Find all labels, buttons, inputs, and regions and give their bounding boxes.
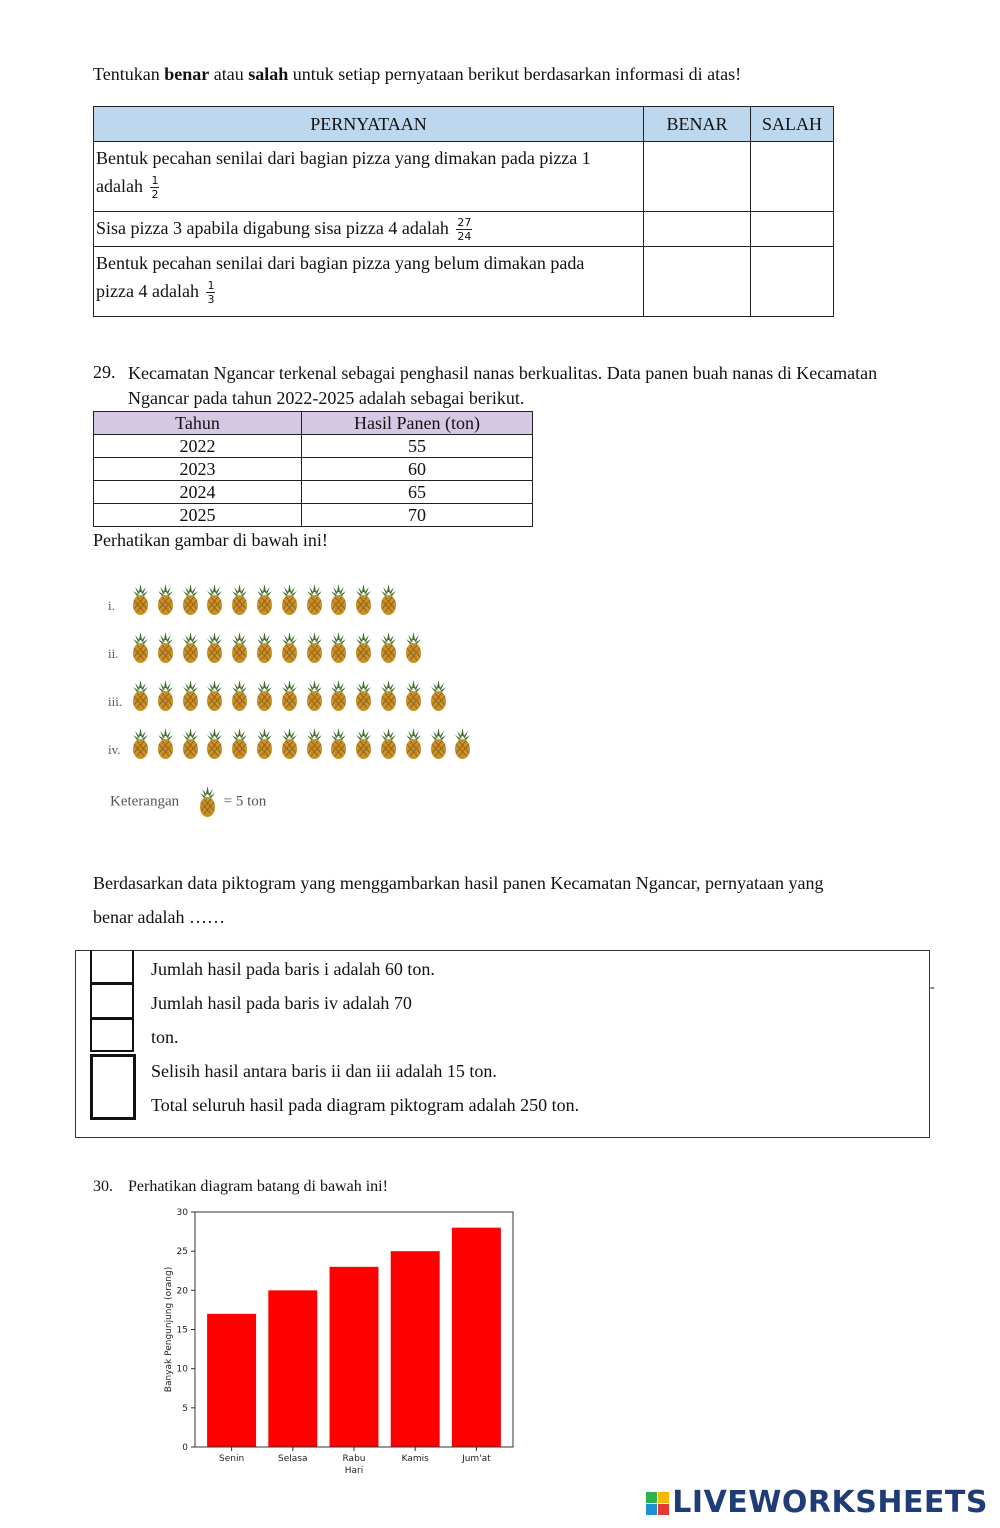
pictogram-row-label: ii. — [108, 646, 119, 661]
question-29-text: Kecamatan Ngancar terkenal sebagai penghasil nanas berkualitas. Data panen buah nanas di Kecamatan Ngancar pada tahun 2022-2025 adalah sebagai berikut. — [128, 363, 878, 408]
pineapple-icon — [281, 584, 298, 616]
table-row: 2022 55 — [94, 435, 533, 458]
pineapple-icon — [330, 728, 347, 760]
pineapple-icon — [355, 632, 372, 664]
pictogram-row-label: i. — [108, 598, 115, 613]
pineapple-icon — [206, 728, 223, 760]
pineapple-icon — [157, 680, 174, 712]
y-tick-label: 15 — [176, 1325, 188, 1336]
pineapple-icon — [355, 728, 372, 760]
pineapple-icon — [380, 632, 397, 664]
bar — [268, 1290, 317, 1447]
x-tick-label: Rabu — [342, 1454, 366, 1464]
pineapple-icon — [281, 632, 298, 664]
benar-cell-1[interactable] — [644, 142, 751, 212]
x-tick-label: Selasa — [278, 1454, 308, 1464]
pineapple-icon — [206, 584, 223, 616]
pineapple-icon — [182, 632, 199, 664]
pineapple-icon — [330, 632, 347, 664]
pineapple-icon — [256, 728, 273, 760]
pineapple-icon — [405, 632, 422, 664]
option-checkbox-1[interactable] — [90, 950, 134, 984]
pineapple-icon — [157, 632, 174, 664]
question-30-number: 30. — [93, 1178, 113, 1195]
y-axis-label: Banyak Pengunjung (orang) — [164, 1266, 174, 1393]
pineapple-icon — [157, 584, 174, 616]
option-4: Total seluruh hasil pada diagram piktogram adalah 250 ton. — [151, 1095, 580, 1115]
pineapple-icon — [306, 728, 323, 760]
x-axis-label: Hari — [344, 1466, 364, 1476]
pineapple-icon — [231, 632, 248, 664]
option-checkbox-3[interactable] — [90, 1018, 134, 1052]
option-3: Selisih hasil antara baris ii dan iii adalah 15 ton. — [151, 1061, 497, 1081]
bar — [452, 1228, 501, 1447]
true-false-table — [93, 106, 834, 317]
pineapple-icon — [231, 584, 248, 616]
pineapple-icon — [206, 680, 223, 712]
statement-2: Sisa pizza 3 apabila digabung sisa pizza 4 adalah $\frac{27}{24}$ — [94, 212, 644, 247]
pineapple-icon — [199, 786, 216, 818]
pineapple-icon — [132, 680, 149, 712]
pineapple-icon — [355, 584, 372, 616]
option-1: Jumlah hasil pada baris i adalah 60 ton. — [151, 959, 435, 979]
option-2: Jumlah hasil pada baris iv adalah 70 — [151, 993, 412, 1013]
header-pernyataan: PERNYATAAN — [94, 107, 644, 142]
pineapple-icon — [206, 632, 223, 664]
pineapple-icon — [256, 632, 273, 664]
y-tick-label: 20 — [176, 1286, 188, 1297]
table-row: 2024 65 — [94, 481, 533, 504]
bar — [330, 1267, 379, 1447]
pineapple-icon — [306, 680, 323, 712]
pineapple-icon — [330, 680, 347, 712]
pineapple-icon — [281, 728, 298, 760]
header-benar: BENAR — [644, 107, 751, 142]
pineapple-icon — [306, 632, 323, 664]
benar-cell-3[interactable] — [644, 247, 751, 317]
pictogram — [104, 582, 504, 812]
header-hasil: Hasil Panen (ton) — [302, 412, 533, 435]
pineapple-icon — [380, 584, 397, 616]
intro-instruction: Tentukan benar atau salah untuk setiap pernyataan berikut berdasarkan informasi di atas! — [93, 64, 742, 84]
pineapple-icon — [380, 728, 397, 760]
pineapple-icon — [132, 728, 149, 760]
salah-cell-2[interactable] — [751, 212, 834, 247]
salah-cell-1[interactable] — [751, 142, 834, 212]
y-tick-label: 5 — [182, 1403, 188, 1414]
fraction: $\frac{27}{24}$ — [457, 216, 472, 244]
pineapple-icon — [380, 680, 397, 712]
x-tick-label: Jum'at — [462, 1454, 491, 1464]
salah-cell-3[interactable] — [751, 247, 834, 317]
header-salah: SALAH — [751, 107, 834, 142]
pineapple-icon — [430, 728, 447, 760]
header-tahun: Tahun — [94, 412, 302, 435]
harvest-table — [93, 411, 533, 527]
question-29-prompt: Berdasarkan data piktogram yang menggambarkan hasil panen Kecamatan Ngancar, pernyataan yang benar adalah …… — [93, 873, 824, 927]
x-tick-label: Senin — [219, 1454, 245, 1464]
option-checkbox-2[interactable] — [90, 984, 134, 1019]
statement-1: Bentuk pecahan senilai dari bagian pizza yang dimakan pada pizza 1 adalah $\frac{1}{2}$ — [94, 142, 644, 212]
pineapple-icon — [132, 632, 149, 664]
pineapple-icon — [231, 728, 248, 760]
pineapple-icon — [430, 680, 447, 712]
pineapple-icon — [231, 680, 248, 712]
pineapple-icon — [454, 728, 471, 760]
pineapple-icon — [256, 584, 273, 616]
pineapple-icon — [405, 680, 422, 712]
table-row: 2023 60 — [94, 458, 533, 481]
pineapple-icon — [355, 680, 372, 712]
y-tick-label: 10 — [176, 1364, 188, 1375]
pineapple-icon — [182, 728, 199, 760]
statement-3: Bentuk pecahan senilai dari bagian pizza yang belum dimakan pada pizza 4 adalah $\frac{1}{3}$ — [94, 247, 644, 317]
y-tick-label: 25 — [176, 1247, 188, 1258]
benar-cell-2[interactable] — [644, 212, 751, 247]
liveworksheets-logo-icon — [646, 1492, 669, 1515]
bar — [207, 1314, 256, 1447]
fraction: $\frac{1}{3}$ — [207, 279, 215, 307]
pineapple-icon — [405, 728, 422, 760]
liveworksheets-watermark: LIVEWORKSHEETS — [646, 1485, 988, 1520]
question-29-number: 29. — [93, 362, 116, 382]
pineapple-icon — [132, 584, 149, 616]
pineapple-icon — [157, 728, 174, 760]
y-tick-label: 0 — [182, 1443, 188, 1453]
pineapple-icon — [306, 584, 323, 616]
pictogram-legend: Keterangan = 5 ton — [110, 786, 266, 818]
pineapple-icon — [330, 584, 347, 616]
x-tick-label: Kamis — [401, 1454, 429, 1464]
table-row: 2025 70 — [94, 504, 533, 527]
option-2-cont: ton. — [151, 1027, 179, 1047]
bar — [391, 1251, 440, 1447]
question-30-text: Perhatikan diagram batang di bawah ini! — [128, 1178, 388, 1195]
fraction: $\frac{1}{2}$ — [151, 174, 159, 202]
pineapple-icon — [281, 680, 298, 712]
look-instruction: Perhatikan gambar di bawah ini! — [93, 530, 328, 550]
pictogram-row-label: iii. — [108, 694, 123, 709]
pineapple-icon — [182, 680, 199, 712]
option-checkbox-4[interactable] — [90, 1054, 136, 1120]
bar-chart — [155, 1200, 525, 1485]
pineapple-icon — [182, 584, 199, 616]
pineapple-icon — [256, 680, 273, 712]
y-tick-label: 30 — [176, 1208, 188, 1218]
pictogram-row-label: iv. — [108, 742, 121, 757]
dash-mark: - — [930, 980, 935, 995]
